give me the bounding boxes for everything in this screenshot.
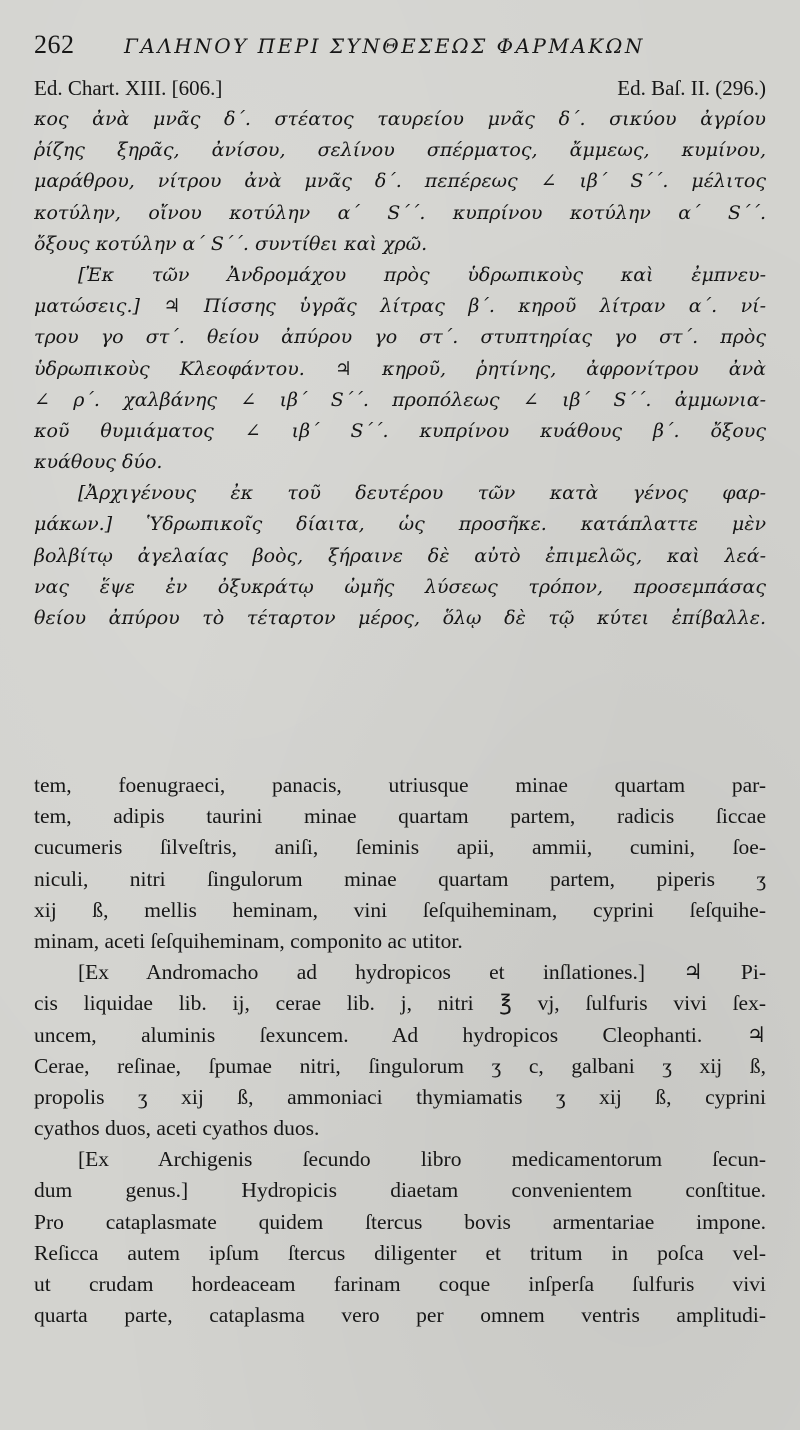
greek-line: ματώσεις.] ♃ Πίσσης ὑγρᾶς λίτρας β΄. κηροῦ λίτραν α΄. νί-	[34, 295, 766, 318]
edition-chartier: Ed. Chart. XIII. [606.]	[34, 76, 223, 100]
latin-line: Cerae, reſinae, ſpumae nitri, ſingulorum ʒ c, galbani ʒ xij ß,	[34, 1053, 766, 1078]
latin-line: uncem, aluminis ſexuncem. Ad hydropicos Cleophanti. ♃	[34, 1022, 766, 1047]
latin-line: dum genus.] Hydropicis diaetam convenientem conſtitue.	[34, 1178, 766, 1203]
latin-line: [Ex Andromacho ad hydropicos et inſlationes.] ♃ Pi-	[78, 960, 766, 985]
latin-line: Pro cataplasmate quidem ſtercus bovis armentariae impone.	[34, 1209, 766, 1234]
greek-line: κος ἀνὰ μνᾶς δ΄. στέατος ταυρείου μνᾶς δ΄. σικύου ἀγρίου	[34, 108, 766, 130]
greek-text-block	[34, 104, 766, 634]
greek-line: ὄξους κοτύλην α΄ S΄΄. συντίθει καὶ χρῶ.	[34, 232, 428, 255]
greek-line: [Ἀρχιγένους ἐκ τοῦ δευτέρου τῶν κατὰ γένος φαρ-	[78, 482, 766, 505]
page-header	[34, 30, 774, 66]
latin-line: cis liquidae lib. ij, cerae lib. j, nitri ℥ vj, ſulfuris vivi ſex-	[34, 991, 766, 1016]
greek-line: βολβίτῳ ἀγελαίας βοὸς, ξήραινε δὲ αὐτὸ ἐπιμελῶς, καὶ λεά-	[34, 544, 766, 567]
latin-line: ut crudam hordeaceam farinam coque inſperſa ſulfuris vivi	[34, 1272, 766, 1296]
latin-text-block	[34, 770, 766, 1331]
greek-line: μάκων.] Ὑδρωπικοῖς δίαιτα, ὡς προσῆκε. κατάπλαττε μὲν	[34, 513, 766, 536]
greek-line: [Ἐκ τῶν Ἀνδρομάχου πρὸς ὑδρωπικοὺς καὶ ἐμπνευ-	[78, 263, 766, 286]
latin-line: cucumeris ſilveſtris, aniſi, ſeminis apii, ammii, cumini, ſoe-	[34, 835, 766, 860]
greek-line: κοτύλην, οἴνου κοτύλην α΄ S΄΄. κυπρίνου κοτύλην α΄ S΄΄.	[34, 201, 766, 224]
latin-line: tem, adipis taurini minae quartam partem, radicis ſiccae	[34, 804, 766, 829]
latin-line: tem, foenugraeci, panacis, utriusque minae quartam par-	[34, 773, 766, 797]
greek-line: κοῦ θυμιάματος ∠ ιβ΄ S΄΄. κυπρίνου κυάθους β΄. ὄξους	[34, 419, 766, 442]
latin-line: Reſicca autem ipſum ſtercus diligenter et tritum in poſca vel-	[34, 1240, 766, 1265]
latin-line: minam, aceti ſeſquiheminam, componito ac utitor.	[34, 928, 463, 953]
greek-line: ῥίζης ξηρᾶς, ἀνίσου, σελίνου σπέρματος, ἄμμεως, κυμίνου,	[34, 139, 766, 162]
greek-line: θείου ἀπύρου τὸ τέταρτον μέρος, ὅλῳ δὲ τῷ κύτει ἐπίβαλλε.	[34, 607, 766, 629]
greek-line: νας ἕψε ἐν ὀξυκράτῳ ὠμῆς λύσεως τρόπον, προσεμπάσας	[34, 575, 766, 598]
latin-line: [Ex Archigenis ſecundo libro medicamentorum ſecun-	[78, 1147, 766, 1172]
latin-line: xij ß, mellis heminam, vini ſeſquiheminam, cyprini ſeſquihe-	[34, 897, 766, 922]
latin-line: cyathos duos, aceti cyathos duos.	[34, 1116, 320, 1141]
page-number: 262	[34, 30, 75, 59]
edition-reference-line	[34, 76, 766, 104]
latin-line: quarta parte, cataplasma vero per omnem ventris amplitudi-	[34, 1303, 766, 1328]
greek-line: ∠ ρ΄. χαλβάνης ∠ ιβ΄ S΄΄. προπόλεως ∠ ιβ΄ S΄΄. ἀμμωνια-	[34, 388, 766, 411]
greek-line: μαράθρου, νίτρου ἀνὰ μνᾶς δ΄. πεπέρεως ∠ ιβ΄ S΄΄. μέλιτος	[34, 170, 766, 193]
greek-line: κυάθους δύο.	[34, 451, 163, 474]
greek-line: τρου γο στ΄. θείου ἀπύρου γο στ΄. στυπτηρίας γο στ΄. πρὸς	[34, 326, 766, 349]
latin-line: propolis ʒ xij ß, ammoniaci thymiamatis ʒ xij ß, cyprini	[34, 1084, 766, 1109]
latin-line: niculi, nitri ſingulorum minae quartam partem, piperis ʒ	[34, 866, 766, 891]
edition-basel: Ed. Baſ. II. (296.)	[617, 76, 766, 100]
running-title: ΓΑΛΗΝΟΥ ΠΕΡΙ ΣΥΝΘΕΣΕΩΣ ΦΑΡΜΑΚΩΝ	[124, 34, 645, 58]
greek-line: ὑδρωπικοὺς Κλεοφάντου. ♃ κηροῦ, ῥητίνης, ἀφρονίτρου ἀνὰ	[34, 357, 766, 380]
